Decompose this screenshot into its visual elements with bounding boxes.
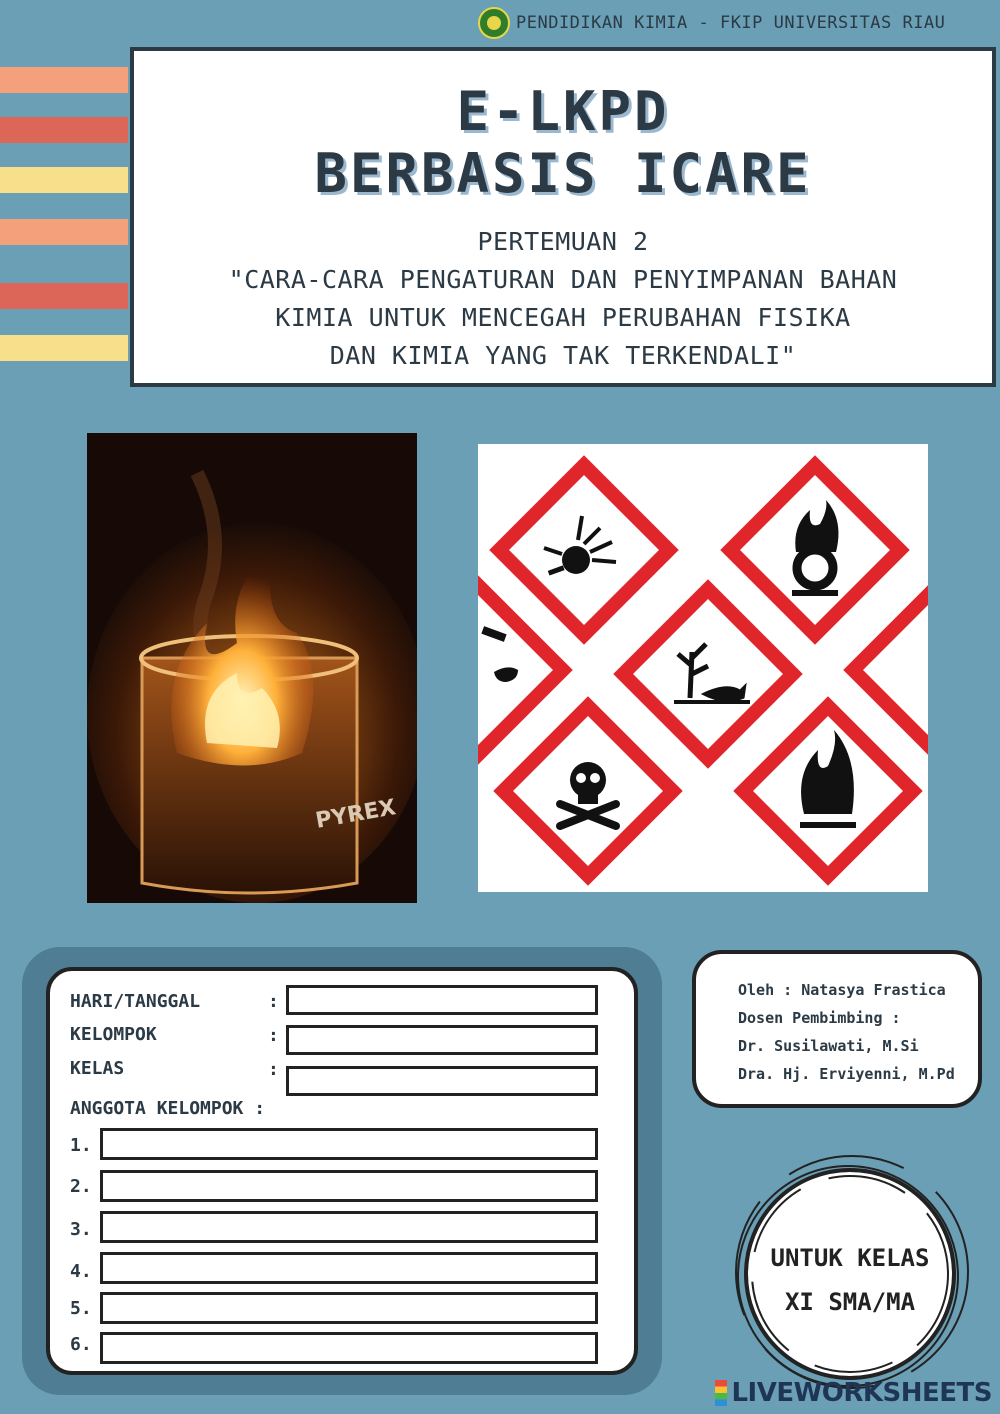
stripe-orange-1 (0, 67, 128, 93)
badge-line-1: UNTUK KELAS (770, 1244, 930, 1272)
title-line-1: E-LKPD (456, 80, 670, 143)
member-field-4[interactable] (100, 1252, 598, 1284)
class-badge (728, 1152, 972, 1396)
meeting-label: PERTEMUAN 2 (477, 227, 649, 256)
member-field-5[interactable] (100, 1292, 598, 1324)
class-colon: : (268, 1059, 279, 1080)
group-colon: : (268, 1025, 279, 1046)
top-header (478, 6, 945, 40)
day-date-label: HARI/TANGGAL (70, 991, 201, 1012)
member-field-3[interactable] (100, 1211, 598, 1243)
class-label: KELAS (70, 1058, 125, 1079)
day-date-field[interactable] (286, 985, 598, 1015)
member-number-4: 4. (70, 1261, 92, 1282)
class-field[interactable] (286, 1066, 598, 1096)
member-number-5: 5. (70, 1298, 92, 1319)
group-field[interactable] (286, 1025, 598, 1055)
liveworksheets-logo-icon (715, 1380, 727, 1406)
stripe-red-1 (0, 117, 128, 143)
title-box (130, 47, 996, 387)
title-line-2: BERBASIS ICARE (314, 142, 812, 205)
university-logo-icon (478, 7, 510, 39)
day-date-colon: : (268, 991, 279, 1012)
author-info-box (692, 950, 982, 1108)
watermark-text: LIVEWORKSHEETS (731, 1378, 992, 1408)
author-name: Oleh : Natasya Frastica (738, 981, 946, 999)
stripe-orange-2 (0, 219, 128, 245)
member-field-1[interactable] (100, 1128, 598, 1160)
group-label: KELOMPOK (70, 1024, 157, 1045)
institution-name: PENDIDIKAN KIMIA - FKIP UNIVERSITAS RIAU (516, 13, 946, 33)
badge-text (728, 1236, 972, 1324)
supervisor-2: Dra. Hj. Erviyenni, M.Pd (738, 1065, 955, 1083)
beaker-label: PYREX (313, 795, 398, 834)
member-number-1: 1. (70, 1135, 92, 1156)
topic-line-3: DAN KIMIA YANG TAK TERKENDALI" (329, 341, 797, 370)
supervisor-1: Dr. Susilawati, M.Si (738, 1037, 919, 1055)
member-number-3: 3. (70, 1219, 92, 1240)
liveworksheets-watermark (715, 1378, 992, 1408)
topic-line-1: "CARA-CARA PENGATURAN DAN PENYIMPANAN BAHAN (228, 265, 898, 294)
member-field-2[interactable] (100, 1170, 598, 1202)
badge-line-2: XI SMA/MA (784, 1288, 916, 1316)
stripe-yellow-2 (0, 335, 128, 361)
stripe-yellow-1 (0, 167, 128, 193)
member-number-2: 2. (70, 1176, 92, 1197)
supervisor-label: Dosen Pembimbing : (738, 1009, 901, 1027)
members-label: ANGGOTA KELOMPOK : (70, 1098, 266, 1119)
ghs-hazard-pictograms (478, 444, 928, 892)
stripe-red-2 (0, 283, 128, 309)
member-field-6[interactable] (100, 1332, 598, 1364)
burning-beaker-photo (87, 433, 417, 903)
member-number-6: 6. (70, 1334, 92, 1355)
topic-line-2: KIMIA UNTUK MENCEGAH PERUBAHAN FISIKA (275, 303, 851, 332)
